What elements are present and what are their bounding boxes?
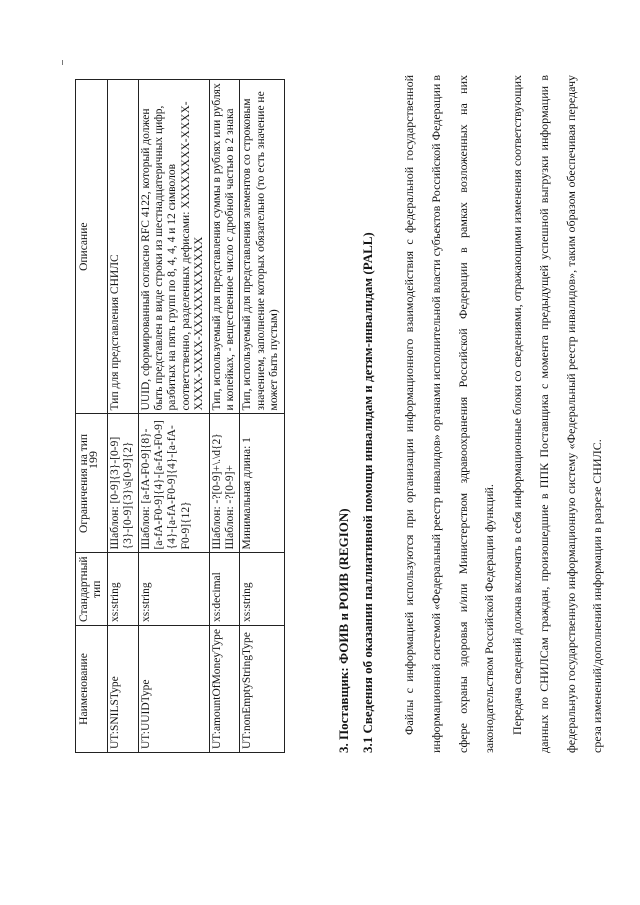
cell-name: UT:amountOfMoneyType [209,626,240,753]
cell-name: UT:UUIDType [138,626,209,753]
cell-description: UUID, сформированный согласно RFC 4122, который должен быть представлен в виде строки из шестнадцатеричных цифр, разбитых на пять групп по 8, 4, 4, 4 и 12 символов соответственно, разделенных дефисами: XXXXXXXX-XXXX-XXXX-XXXX-XXXXXXXXXXXX [138,80,209,414]
section-title: 3. Поставщик: ФОИВ и РОИВ (REGION) [336,508,351,753]
cell-constraint: Минимальная длина: 1 [240,414,284,553]
cell-constraint: Шаблон: [a-fA-F0-9]{8}-[a-fA-F0-9]{4}-[a-fA-F0-9]{4}-[a-fA-F0-9]{4}-[a-fA-F0-9]{12} [138,414,209,553]
paragraph: Файлы с информацией используются при организации информационного взаимодействия с федеральной государственной информационной системой «Федеральный реестр инвалидов» органами исполнительной власти субъектов Российской Федерации в сфере охраны здоровья и/или Министерством здравоохранения Российской Федерации в рамках возложенных на них законодательством Российской Федерации функций. [402,75,497,753]
cell-standard-type: xs:string [107,553,138,626]
page-number: 199 [86,451,100,469]
subsection-title: 3.1 Сведения об оказании паллиативной помощи инвалидам и детям-инвалидам (PALL) [360,232,375,753]
table-row [240,80,284,753]
header-description: Описание [76,80,108,414]
header-constraints: Ограничения на тип [76,414,108,553]
scan-mark [62,60,63,65]
header-standard-type: Стандартный тип [76,553,108,626]
type-definitions-table [75,79,285,753]
table-row [209,80,240,753]
header-name: Наименование [76,626,108,753]
cell-name: UT:SNILSType [107,626,138,753]
cell-name: UT:nonEmptyStringType [240,626,284,753]
cell-standard-type: xs:string [138,553,209,626]
table-header-row [76,80,108,753]
cell-constraint: Шаблон: -?[0-9]+\.\d{2} Шаблон: -?[0-9]+ [209,414,240,553]
cell-standard-type: xs:string [240,553,284,626]
table-row [138,80,209,753]
cell-description: Тип для представления СНИЛС [107,80,138,414]
paragraph: Передача сведений должна включать в себя информационные блоки со сведениями, отражающими изменения соответствующих данных по СНИЛСам граждан, произошедшие в ППК Поставщика с момента предыдущей успешной выгрузки информации в федеральную государственную информационную систему «Федеральный реестр инвалидов», таким образом обеспечивая передачу среза изменений/дополнений информации в разрезе СНИЛС. [510,75,605,753]
cell-constraint: Шаблон: [0-9]{3}-[0-9]{3}-[0-9]{3}\s[0-9]{2} [107,414,138,553]
cell-description: Тип, используемый для представления суммы в рублях или рублях и копейках, - вещественное число с дробной частью в 2 знака [209,80,240,414]
cell-description: Тип, используемый для представления элементов со строковым значением, заполнение которых обязательно (то есть значение не может быть пустым) [240,80,284,414]
cell-standard-type: xs:decimal [209,553,240,626]
table-row [107,80,138,753]
